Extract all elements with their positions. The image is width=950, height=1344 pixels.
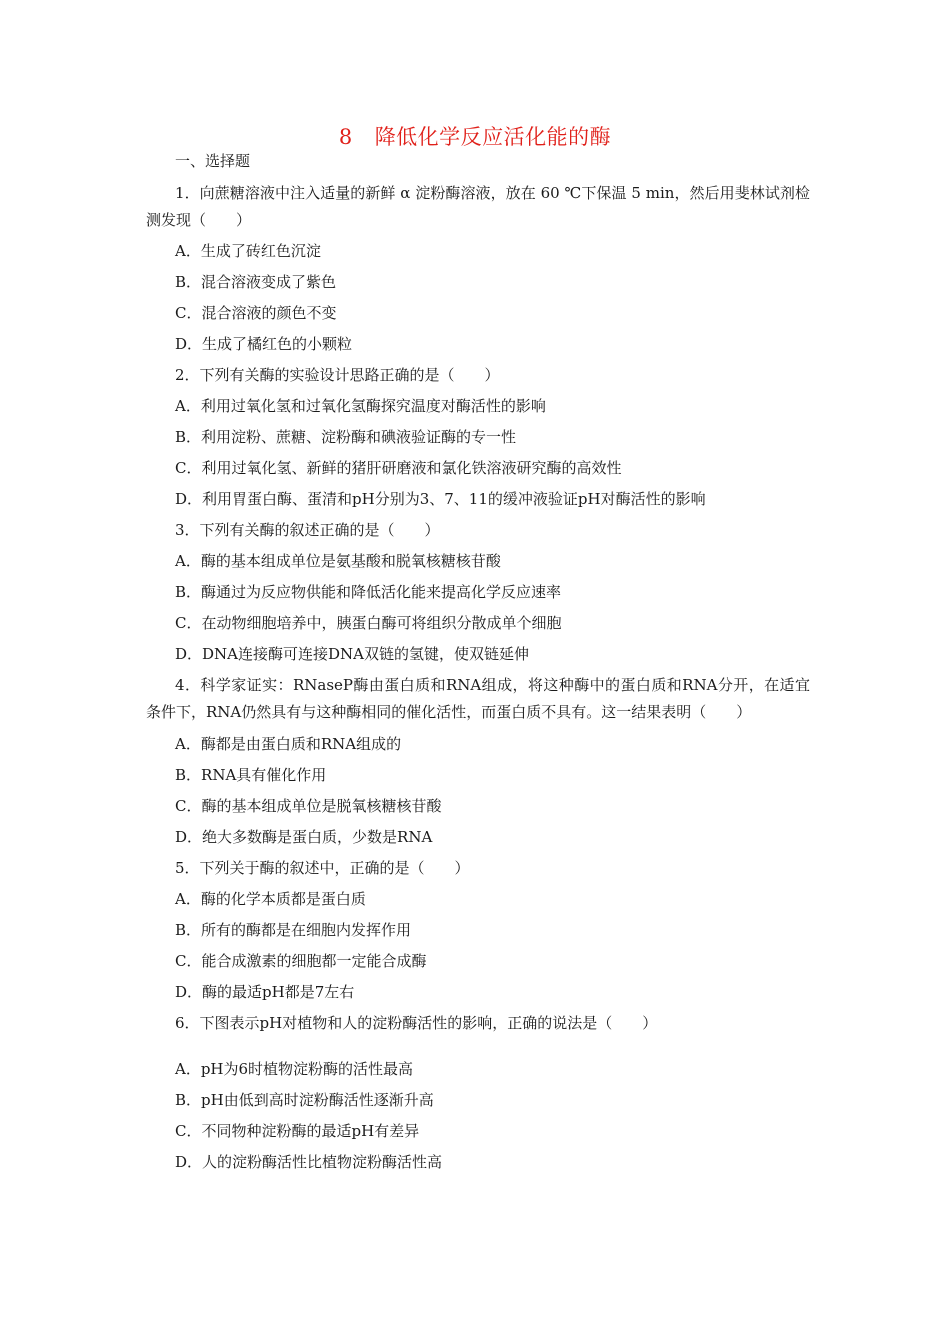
title-text: 降低化学反应活化能的酶	[374, 125, 612, 149]
question-4-option-c: C．酶的基本组成单位是脱氧核糖核苷酸	[175, 797, 442, 815]
question-3-option-c: C．在动物细胞培养中，胰蛋白酶可将组织分散成单个细胞	[175, 614, 562, 632]
question-list	[146, 146, 810, 1178]
question-2-option-b: B．利用淀粉、蔗糖、淀粉酶和碘液验证酶的专一性	[175, 428, 517, 446]
question-5-option-b: B．所有的酶都是在细胞内发挥作用	[175, 921, 412, 939]
question-3-option-a: A．酶的基本组成单位是氨基酸和脱氧核糖核苷酸	[175, 552, 501, 570]
figure-placeholder	[146, 1039, 810, 1054]
question-5-option-a: A．酶的化学本质都是蛋白质	[175, 890, 366, 908]
question-6-option-b: B．pH由低到高时淀粉酶活性逐渐升高	[175, 1091, 434, 1109]
question-2-option-c: C．利用过氧化氢、新鲜的猪肝研磨液和氯化铁溶液研究酶的高效性	[175, 459, 622, 477]
question-1-stem: 1．向蔗糖溶液中注入适量的新鲜 α 淀粉酶溶液，放在 60 ℃下保温 5 min，然后用斐林试剂检测发现（ ）	[146, 184, 810, 229]
question-2-option-a: A．利用过氧化氢和过氧化氢酶探究温度对酶活性的影响	[175, 397, 546, 415]
question-3-stem: 3．下列有关酶的叙述正确的是（ ）	[175, 521, 440, 539]
question-2-option-d: D．利用胃蛋白酶、蛋清和pH分别为3、7、11的缓冲液验证pH对酶活性的影响	[175, 490, 706, 508]
section-heading: 一、选择题	[175, 152, 251, 170]
question-4-option-b: B．RNA具有催化作用	[175, 766, 327, 784]
question-1-option-a: A．生成了砖红色沉淀	[175, 242, 321, 260]
question-5-option-d: D．酶的最适pH都是7左右	[175, 983, 355, 1001]
question-6-option-c: C．不同物种淀粉酶的最适pH有差异	[175, 1122, 420, 1140]
question-1-option-b: B．混合溶液变成了紫色	[175, 273, 337, 291]
question-4-option-d: D．绝大多数酶是蛋白质，少数是RNA	[175, 828, 433, 846]
question-4-option-a: A．酶都是由蛋白质和RNA组成的	[175, 735, 402, 753]
question-2-stem: 2．下列有关酶的实验设计思路正确的是（ ）	[175, 366, 500, 384]
question-6-option-a: A．pH为6时植物淀粉酶的活性最高	[175, 1060, 414, 1078]
question-5-option-c: C．能合成激素的细胞都一定能合成酶	[175, 952, 427, 970]
question-3-option-d: D．DNA连接酶可连接DNA双链的氢键，使双链延伸	[175, 645, 529, 663]
question-5-stem: 5．下列关于酶的叙述中，正确的是（ ）	[175, 859, 470, 877]
question-4-stem: 4．科学家证实：RNaseP酶由蛋白质和RNA组成，将这种酶中的蛋白质和RNA分开，在适宜条件下，RNA仍然具有与这种酶相同的催化活性，而蛋白质不具有。这一结果表明（ ）	[146, 676, 810, 721]
title-number: 8	[338, 125, 353, 149]
question-3-option-b: B．酶通过为反应物供能和降低活化能来提高化学反应速率	[175, 583, 562, 601]
question-1-option-d: D．生成了橘红色的小颗粒	[175, 335, 353, 353]
question-6-stem: 6．下图表示pH对植物和人的淀粉酶活性的影响，正确的说法是（ ）	[175, 1014, 658, 1032]
question-6-option-d: D．人的淀粉酶活性比植物淀粉酶活性高	[175, 1153, 443, 1171]
question-1-option-c: C．混合溶液的颜色不变	[175, 304, 337, 322]
